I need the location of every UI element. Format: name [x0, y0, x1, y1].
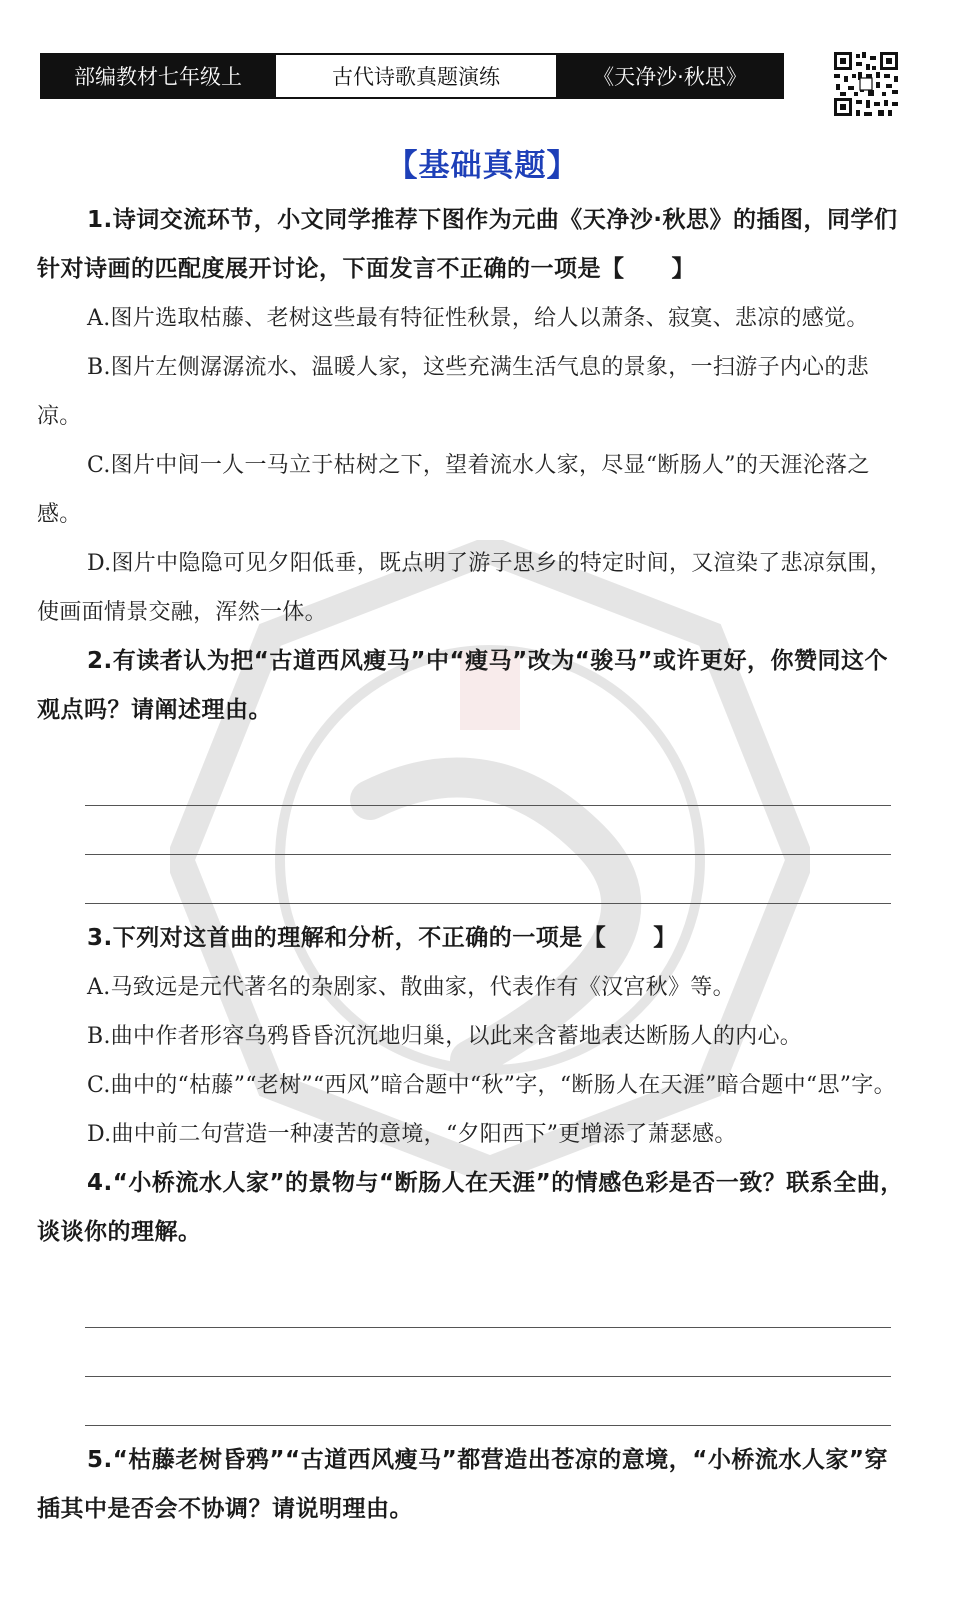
question-1-option-d: D.图片中隐隐可见夕阳低垂，既点明了游子思乡的特定时间，又渲染了悲凉氛围，使画面情景交融，浑然一体。: [37, 551, 892, 625]
answer-line[interactable]: [85, 1377, 891, 1426]
question-4-stem: 4.“小桥流水人家”的景物与“断肠人在天涯”的情感色彩是否一致？联系全曲，谈谈你的理解。: [37, 1170, 904, 1245]
question-2-stem: 2.有读者认为把“古道西风瘦马”中“瘦马”改为“骏马”或许更好，你赞同这个观点吗？请阐述理由。: [37, 648, 888, 723]
answer-line[interactable]: [85, 757, 891, 806]
question-1-option-a: A.图片选取枯藤、老树这些最有特征性秋景，给人以萧条、寂寞、悲凉的感觉。: [87, 306, 869, 331]
answer-line[interactable]: [85, 806, 891, 855]
answer-line[interactable]: [85, 855, 891, 904]
question-3-option-a: A.马致远是元代著名的杂剧家、散曲家，代表作有《汉宫秋》等。: [87, 975, 735, 1000]
question-5-stem: 5.“枯藤老树昏鸦”“古道西风瘦马”都营造出苍凉的意境，“小桥流水人家”穿插其中是否会不协调？请说明理由。: [37, 1447, 888, 1522]
answer-line[interactable]: [85, 1328, 891, 1377]
question-list: [37, 196, 907, 1534]
answer-line[interactable]: [85, 1279, 891, 1328]
qr-code-icon: [832, 50, 900, 118]
question-1-option-c: C.图片中间一人一马立于枯树之下，望着流水人家，尽显“断肠人”的天涯沦落之感。: [37, 453, 870, 527]
question-2-answer-area: [37, 735, 907, 914]
header-poem-title: 《天净沙·秋思》: [558, 55, 782, 97]
question-4-answer-area: [37, 1257, 907, 1436]
question-3-option-d: D.曲中前二句营造一种凄苦的意境，“夕阳西下”更增添了萧瑟感。: [87, 1122, 737, 1147]
question-1-option-b: B.图片左侧潺潺流水、温暖人家，这些充满生活气息的景象，一扫游子内心的悲凉。: [37, 355, 869, 429]
header-topic: 古代诗歌真题演练: [274, 55, 558, 97]
question-1-stem: 1.诗词交流环节，小文同学推荐下图作为元曲《天净沙·秋思》的插图，同学们针对诗画的匹配度展开讨论，下面发言不正确的一项是【 】: [37, 207, 898, 282]
question-3-option-b: B.曲中作者形容乌鸦昏昏沉沉地归巢，以此来含蓄地表达断肠人的内心。: [87, 1024, 803, 1049]
header-grade: 部编教材七年级上: [42, 55, 274, 97]
section-title: 【基础真题】: [386, 148, 579, 184]
question-3-option-c: C.曲中的“枯藤”“老树”“西风”暗合题中“秋”字，“断肠人在天涯”暗合题中“思”字。: [87, 1073, 896, 1098]
question-3-stem: 3.下列对这首曲的理解和分析，不正确的一项是【 】: [87, 925, 677, 951]
header-bar: [40, 53, 784, 99]
